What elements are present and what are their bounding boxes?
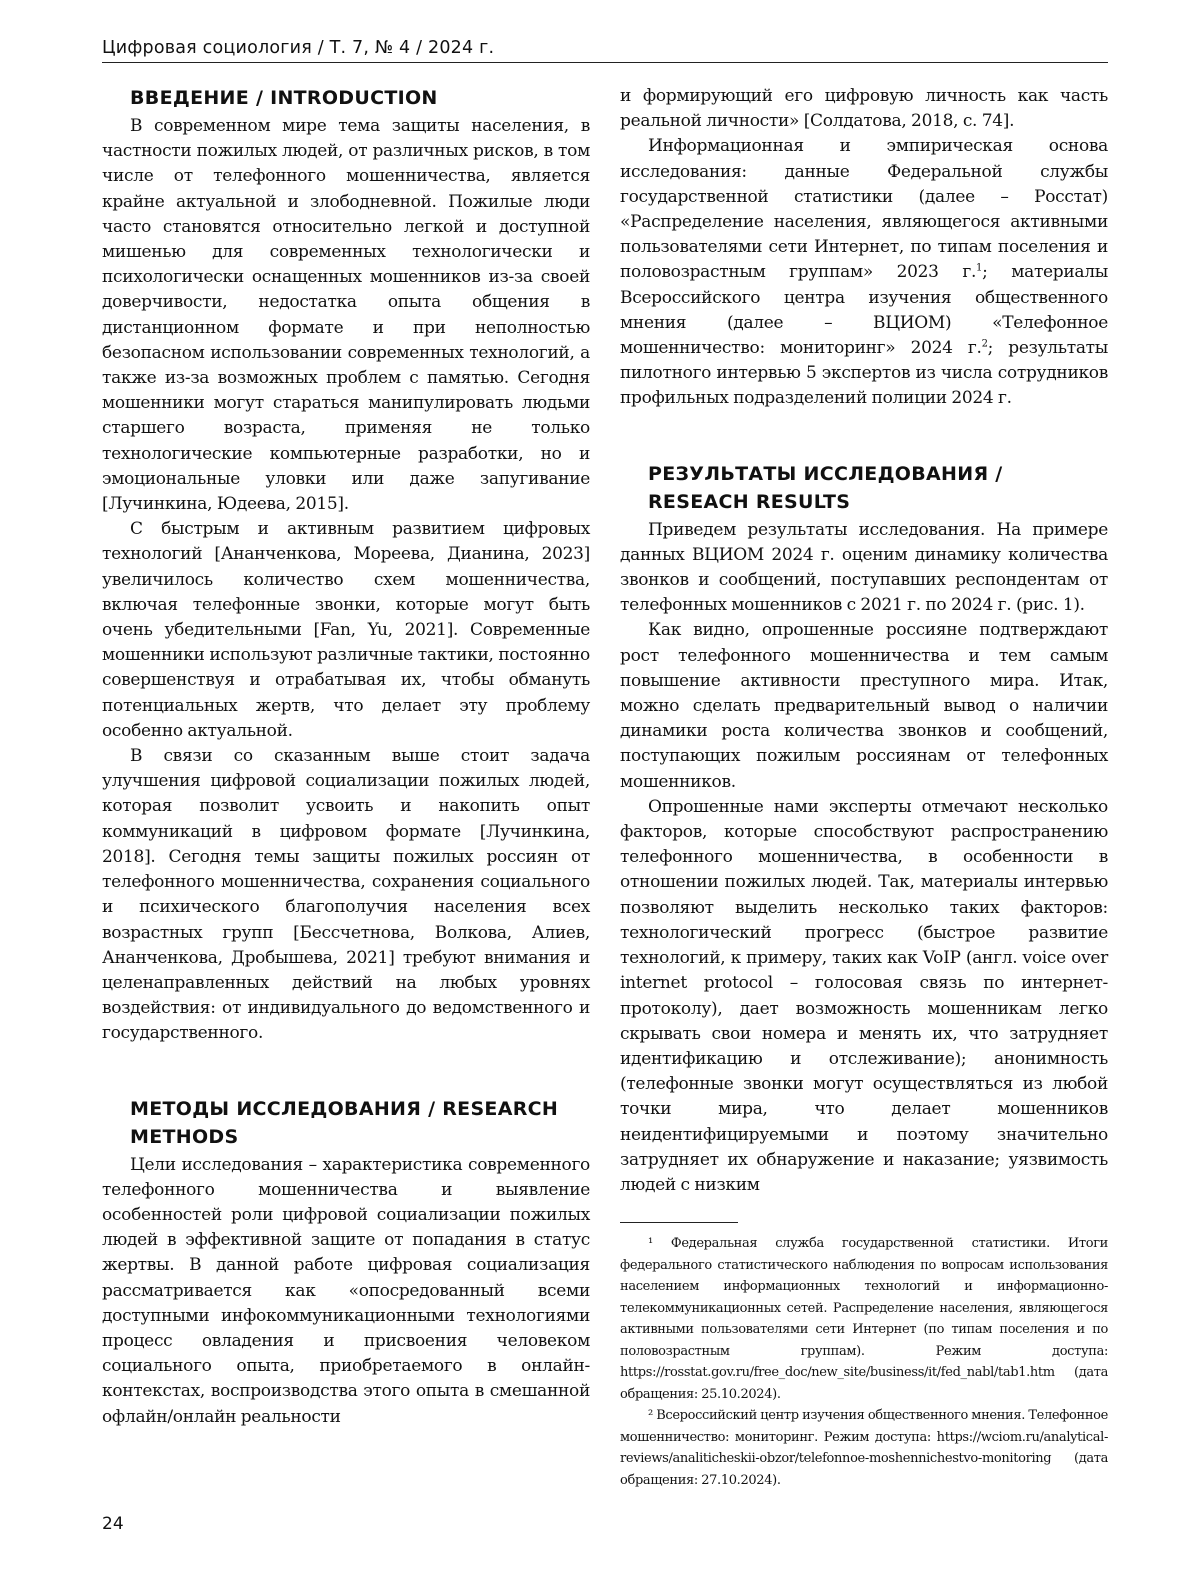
- footnote-divider: [620, 1222, 738, 1223]
- paragraph-text: ; материалы Всероссийского центра изучения общественного мнения (далее – ВЦИОМ) «Телефонное мошенничество: мониторинг» 2024 г.: [620, 262, 1108, 359]
- footnote-1: ¹ Федеральная служба государственной статистики. Итоги федерального статистического наблюдения по вопросам использования населением информационных технологий и информационно-телекоммуникационных сетей. Распределение населения, являющегося активными пользователями сети Интернет (по типам поселения и по половозрастным группам). Режим доступа: https://rosstat.gov.ru/free_doc/new_site/business/it/fed_nabl/tab1.htm (дата обращения: 25.10.2024).: [620, 1236, 1108, 1402]
- paragraph: Как видно, опрошенные россияне подтверждают рост телефонного мошенничества и тем самым повышение активности преступного мира. Итак, можно сделать предварительный вывод о наличии динамики роста количества звонков и сообщений, поступающих пожилым россиянам от телефонных мошенников.: [620, 620, 1108, 792]
- right-column: [620, 84, 1108, 1491]
- footnote-2: ² Всероссийский центр изучения общественного мнения. Телефонное мошенничество: мониторинг. Режим доступа: https://wciom.ru/analytical-reviews/analiticheskii-obzor/telefonnoe-moshennichestvo-monitoring (дата обращения: 27.10.2024).: [620, 1408, 1108, 1488]
- paragraph-text: ; результаты пилотного интервью 5 экспертов из числа сотрудников профильных подразделений полиции 2024 г.: [620, 338, 1108, 409]
- page-number: 24: [102, 1514, 124, 1534]
- section-heading-methods: МЕТОДЫ ИССЛЕДОВАНИЯ / RESEARCH METHODS: [130, 1097, 559, 1148]
- paragraph: Опрошенные нами эксперты отмечают несколько факторов, которые способствуют распространению телефонного мошенничества, в особенности в отношении пожилых людей. Так, материалы интервью позволяют выделить несколько таких факторов: технологический прогресс (быстрое развитие технологий, к примеру, таких как VoIP (англ. voice over internet protocol – голосовая связь по интернет-протоколу), дает возможность мошенникам легко скрывать свои номера и менять их, что затрудняет идентификацию и отслеживание); анонимность (телефонные звонки могут осуществляться из любой точки мира, что делает мошенников неидентифицируемыми и поэтому значительно затрудняет их обнаружение и наказание; уязвимость людей с низким: [620, 796, 1108, 1195]
- section-heading-results: РЕЗУЛЬТАТЫ ИССЛЕДОВАНИЯ / RESEACH RESULTS: [648, 462, 1003, 513]
- paragraph-text: Информационная и эмпирическая основа исследования: данные Федеральной службы государственной статистики (далее – Росстат) «Распределение населения, являющегося активными пользователями сети Интернет, по типам поселения и половозрастным группам» 2023 г.: [620, 136, 1108, 283]
- footnote-mark: 1: [976, 262, 983, 274]
- left-column: [102, 84, 590, 1430]
- footnote-mark: 2: [981, 338, 988, 350]
- paragraph: Цели исследования – характеристика современного телефонного мошенничества и выявление особенностей роли цифровой социализации пожилых людей в эффективной защите от попадания в статус жертвы. В данной работе цифровая социализация рассматривается как «опосредованный всеми доступными инфокоммуникационными технологиями процесс овладения и присвоения человеком социального опыта, приобретаемого в онлайн-контекстах, воспроизводства этого опыта в смешанной офлайн/онлайн реальности: [102, 1154, 590, 1427]
- paragraph: Приведем результаты исследования. На примере данных ВЦИОМ 2024 г. оценим динамику количества звонков и сообщений, поступавших респондентам от телефонных мошенников с 2021 г. по 2024 г. (рис. 1).: [620, 519, 1108, 616]
- paragraph: В связи со сказанным выше стоит задача улучшения цифровой социализации пожилых людей, которая позволит усвоить и накопить опыт коммуникаций в цифровом формате [Лучинкина, 2018]. Сегодня темы защиты пожилых россиян от телефонного мошенничества, сохранения социального и психического благополучия населения всех возрастных групп [Бессчетнова, Волкова, Алиев, Ананченкова, Дробышева, 2021] требуют внимания и целенаправленных действий на любых уровнях воздействия: от индивидуального до ведомственного и государственного.: [102, 746, 590, 1044]
- paragraph: [620, 134, 1108, 411]
- paragraph-continued: и формирующий его цифровую личность как часть реальной личности» [Солдатова, 2018, с. 74].: [620, 86, 1108, 132]
- section-heading-introduction: ВВЕДЕНИЕ / INTRODUCTION: [130, 87, 438, 109]
- paragraph: В современном мире тема защиты населения, в частности пожилых людей, от различных рисков, в том числе от телефонного мошенничества, является крайне актуальной и злободневной. Пожилые люди часто становятся относительно легкой и доступной мишенью для современных технологически и психологически оснащенных мошенников из-за своей доверчивости, недостатка опыта общения в дистанционном формате и при неполностью безопасном использовании современных технологий, а также из-за возможных проблем с памятью. Сегодня мошенники могут стараться манипулировать людьми старшего возраста, применяя не только технологические компьютерные разработки, но и эмоциональные уловки или даже запугивание [Лучинкина, Юдеева, 2015].: [102, 116, 590, 515]
- running-head: Цифровая социология / Т. 7, № 4 / 2024 г.: [102, 38, 1108, 63]
- paragraph: С быстрым и активным развитием цифровых технологий [Ананченкова, Мореева, Дианина, 2023] увеличилось количество схем мошенничества, включая телефонные звонки, которые могут быть очень убедительными [Fan, Yu, 2021]. Современные мошенники используют различные тактики, постоянно совершенствуя и отрабатывая их, чтобы обмануть потенциальных жертв, что делает эту проблему особенно актуальной.: [102, 519, 590, 741]
